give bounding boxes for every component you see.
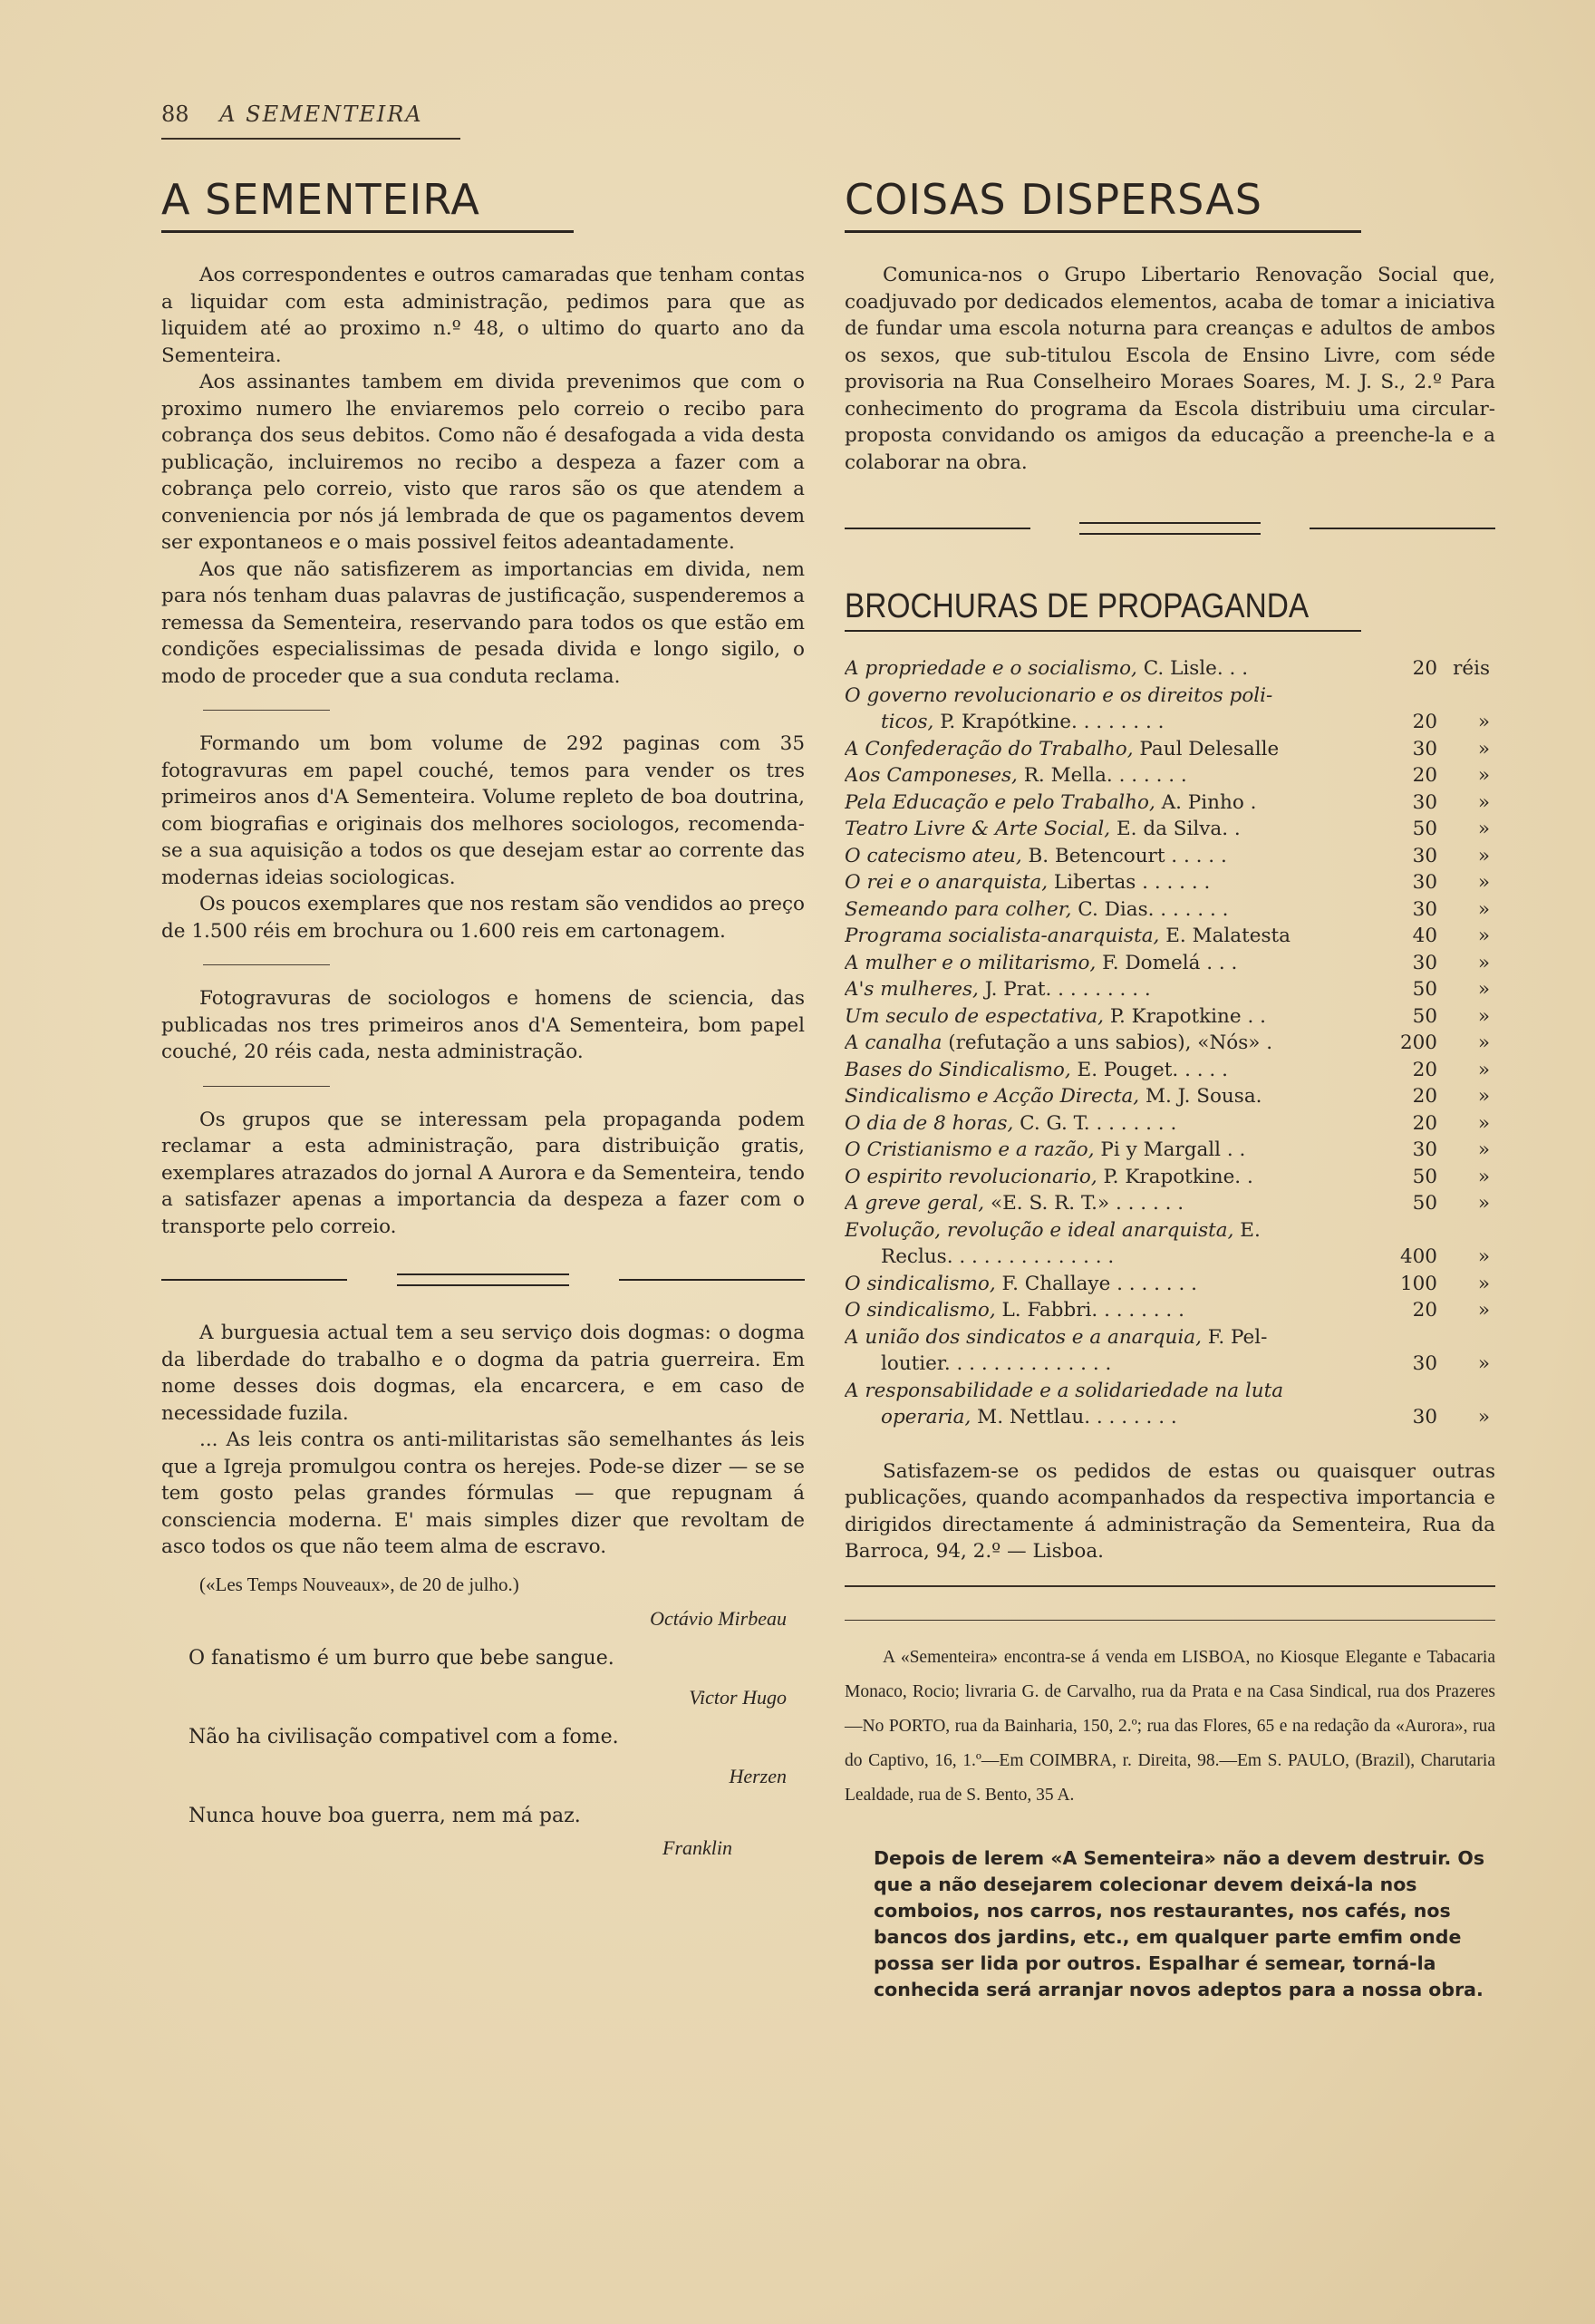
- brochura-price-unit: »: [1477, 818, 1490, 840]
- brochura-price: 20: [1412, 657, 1437, 680]
- section-heading-coisas-dispersas: COISAS DISPERSAS: [845, 175, 1262, 224]
- brochura-author: L. Fabbri. . . . . . . .: [995, 1299, 1184, 1322]
- brochura-price-unit: »: [1477, 871, 1490, 894]
- brochura-title: A greve geral,: [845, 1192, 985, 1215]
- brochura-title: O espirito revolucionario,: [845, 1165, 1097, 1188]
- brochura-price-unit: »: [1477, 737, 1490, 760]
- brochura-price-unit: »: [1477, 1299, 1490, 1322]
- brochura-item: [845, 736, 1381, 763]
- brochura-price: 400: [1399, 1245, 1437, 1268]
- brochura-author: «E. S. R. T.» . . . . . .: [984, 1192, 1184, 1215]
- brochura-row: [845, 762, 1495, 789]
- brochura-author: C. Dias. . . . . . .: [1071, 897, 1229, 921]
- brochura-title: O governo revolucionario e os direitos poli-: [845, 683, 1273, 707]
- brochura-row: [845, 1351, 1495, 1378]
- brochura-row: [845, 1057, 1495, 1084]
- right-column: [845, 172, 1495, 2003]
- brochura-price: 50: [1412, 1004, 1437, 1028]
- separator-rule: [203, 710, 330, 711]
- brochura-row: [845, 789, 1495, 817]
- separator-rule: [845, 1585, 1495, 1587]
- brochura-item: [845, 1324, 1381, 1351]
- brochura-author: Libertas . . . . . .: [1048, 871, 1211, 894]
- brochura-row: [845, 869, 1495, 896]
- brochura-title: operaria,: [881, 1406, 972, 1428]
- brochura-row: [845, 816, 1495, 843]
- brochura-price: 20: [1412, 711, 1437, 733]
- brochura-row: [845, 1244, 1495, 1271]
- brochura-title: Evolução, revolução e ideal anarquista,: [845, 1218, 1234, 1242]
- brochura-row: [845, 1271, 1495, 1298]
- brochura-price: 40: [1412, 925, 1437, 947]
- brochura-price: 20: [1412, 1299, 1437, 1322]
- author-signature: Herzen: [729, 1765, 787, 1787]
- brochura-title: O Cristianismo e a razão,: [845, 1138, 1095, 1161]
- brochura-item: [845, 762, 1381, 789]
- brochura-title: A's mulheres,: [845, 978, 979, 1001]
- brochura-title: Semeando para colher,: [845, 897, 1072, 921]
- brochura-author: B. Betencourt . . . . .: [1021, 844, 1227, 867]
- brochura-author: E. Malatesta: [1159, 925, 1290, 947]
- brochura-row: [845, 1030, 1495, 1057]
- brochura-price: 30: [1412, 1138, 1437, 1161]
- brochura-author: (refutação a uns sabios), «Nós» .: [942, 1031, 1273, 1054]
- brochura-title: O sindicalismo,: [845, 1272, 996, 1295]
- brochura-title: O catecismo ateu,: [845, 844, 1022, 867]
- author-signature: Victor Hugo: [689, 1686, 787, 1709]
- brochura-price-unit: »: [1477, 1192, 1490, 1215]
- page-number: 88: [161, 102, 189, 127]
- brochura-author: P. Krapótkine. . . . . . . .: [933, 711, 1165, 733]
- brochura-price-unit: »: [1477, 1111, 1490, 1135]
- brochura-price: 50: [1412, 1165, 1437, 1188]
- running-head-rule: [161, 138, 460, 140]
- brochura-price: 200: [1399, 1031, 1437, 1054]
- brochura-item: [845, 843, 1381, 870]
- brochura-row: [845, 683, 1495, 710]
- brochura-price: 30: [1412, 897, 1437, 921]
- brochura-author: Paul Delesalle: [1133, 737, 1280, 760]
- brochura-title: Teatro Livre & Arte Social,: [845, 818, 1111, 840]
- brochura-author: F. Pel-: [1201, 1325, 1268, 1349]
- brochura-item: [845, 1030, 1381, 1057]
- brochura-item: [845, 1378, 1381, 1405]
- brochuras-list: [845, 655, 1495, 1431]
- brochura-item: [845, 816, 1381, 843]
- paragraph: Os poucos exemplares que nos restam são vendidos ao preço de 1.500 réis em brochura ou 1.600 reis em cartonagem.: [161, 893, 805, 943]
- brochura-author: P. Krapotkine . .: [1104, 1004, 1266, 1028]
- brochura-title: Sindicalismo e Acção Directa,: [845, 1085, 1140, 1108]
- brochura-author: C. Lisle. . .: [1136, 657, 1249, 680]
- citation: («Les Temps Nouveaux», de 20 de julho.): [199, 1573, 519, 1595]
- triple-separator: [845, 519, 1495, 537]
- brochura-price: 50: [1412, 978, 1437, 1001]
- paragraph: Aos correspondentes e outros camaradas que tenham contas a liquidar com esta administração, pedimos para que as liquidem até ao proximo n.º 48, o ultimo do quarto ano da Sementeira.: [161, 264, 805, 367]
- brochura-price: 50: [1412, 1192, 1437, 1215]
- brochura-price-unit: »: [1477, 925, 1490, 947]
- brochura-row: [845, 1164, 1495, 1191]
- brochura-price-unit: »: [1477, 978, 1490, 1001]
- brochura-author: R. Mella. . . . . . .: [1017, 764, 1187, 787]
- brochura-author: Reclus. . . . . . . . . . . . . .: [881, 1245, 1115, 1268]
- brochura-item: [845, 1271, 1381, 1298]
- brochura-title: O rei e o anarquista,: [845, 871, 1049, 894]
- brochura-price: 30: [1412, 951, 1437, 974]
- brochura-item: [845, 1217, 1381, 1244]
- brochura-price: 30: [1412, 737, 1437, 760]
- brochura-item: [845, 1110, 1381, 1138]
- brochura-author: E.: [1233, 1218, 1261, 1242]
- sales-notice: A «Sementeira» encontra-se á venda em LISBOA, no Kiosque Elegante e Tabacaria Monaco, Rocio; livraria G. de Carvalho, rua da Prata e na Casa Sindical, rua dos Prazeres—No PORTO, rua da Bainharia, 150, 2.º; rua das Flores, 65 e na redação da «Aurora», rua do Captivo, 16, 1.º—Em COIMBRA, r. Direita, 98.—Em S. PAULO, (Brazil), Charutaria Lealdade, rua de S. Bento, 35 A.: [845, 1647, 1495, 1805]
- brochura-price: 30: [1412, 844, 1437, 867]
- brochura-row: [845, 843, 1495, 870]
- brochura-price: 50: [1412, 818, 1437, 840]
- brochura-author: E. Pouget. . . . .: [1070, 1058, 1228, 1081]
- brochura-title: A propriedade e o socialismo,: [845, 657, 1137, 680]
- paragraph: Formando um bom volume de 292 paginas com 35 fotogravuras em papel couché, temos para vender os tres primeiros anos d'A Sementeira. Volume repleto de boa doutrina, com biografias e originais dos melhores sociologos, recomenda-se a sua aquisição a todos os que desejam estar ao corrente das modernas ideias sociologicas.: [161, 732, 805, 889]
- brochura-price-unit: réis: [1453, 657, 1490, 680]
- quote: Nunca houve boa guerra, nem má paz.: [188, 1804, 581, 1827]
- paragraph: Aos assinantes tambem em divida prevenimos que com o proximo numero lhe enviaremos pelo correio o recibo para cobrança dos seus debitos. Como não é desafogada a vida desta publicação, incluiremos no recibo a despeza a fazer com a cobrança pelo correio, visto que raros são os que atendem a conveniencia por nós já lembrada de que os pagamentos devem ser expontaneos e o mais possivel feitos adeantadamente.: [161, 371, 805, 554]
- brochura-price: 100: [1399, 1272, 1437, 1295]
- brochura-item: [845, 1351, 1381, 1378]
- brochura-item: [845, 1164, 1381, 1191]
- brochura-price-unit: »: [1477, 764, 1490, 787]
- brochura-author: F. Challaye . . . . . . .: [995, 1272, 1197, 1295]
- left-column: [161, 172, 805, 1862]
- brochura-title: Pela Educação e pelo Trabalho,: [845, 790, 1155, 814]
- brochura-title: Programa socialista-anarquista,: [845, 925, 1160, 947]
- brochura-row: [845, 976, 1495, 1003]
- brochura-price-unit: »: [1477, 897, 1490, 921]
- brochura-row: [845, 1003, 1495, 1031]
- brochura-author: Pi y Margall . .: [1094, 1138, 1246, 1161]
- paragraph: ... As leis contra os anti-militaristas são semelhantes ás leis que a Igreja promulgou contra os herejes. Pode-se dizer — se se tem gosto pelas grandes fórmulas — que repugnam á consciencia moderna. E' mais simples dizer que revoltam de asco todos os que não teem alma de escravo.: [161, 1428, 805, 1558]
- brochura-price: 30: [1412, 1352, 1437, 1375]
- paragraph: Comunica-nos o Grupo Libertario Renovação Social que, coadjuvado por dedicados elementos, acaba de tomar a iniciativa de fundar uma escola noturna para creanças e adultos de ambos os sexos, que sub-titulou Escola de Ensino Livre, com séde provisoria na Rua Conselheiro Moraes Soares, M. J. S., 2.º Para conhecimento do programa da Escola distribuiu uma circular-proposta convidando os amigos da educação a preenche-la e a colaborar na obra.: [845, 264, 1495, 474]
- brochuras-heading-rule: [845, 630, 1361, 632]
- brochura-row: [845, 736, 1495, 763]
- brochura-row: [845, 1110, 1495, 1138]
- brochura-item: [845, 1083, 1381, 1110]
- brochura-price: 20: [1412, 764, 1437, 787]
- brochura-price-unit: »: [1477, 1352, 1490, 1375]
- brochura-price: 20: [1412, 1085, 1437, 1108]
- brochura-title: Aos Camponeses,: [845, 764, 1018, 787]
- brochura-price-unit: »: [1477, 1085, 1490, 1108]
- brochura-row: [845, 950, 1495, 977]
- brochura-author: P. Krapotkine. .: [1097, 1165, 1253, 1188]
- brochura-row: [845, 1137, 1495, 1164]
- brochura-item: [845, 923, 1381, 950]
- brochura-item: [845, 683, 1381, 710]
- brochura-title: A união dos sindicatos e a anarquia,: [845, 1325, 1202, 1349]
- section-heading-sementeira: A SEMENTEIRA: [161, 175, 480, 224]
- brochura-price: 20: [1412, 1058, 1437, 1081]
- paragraph: Satisfazem-se os pedidos de estas ou quaisquer outras publicações, quando acompanhados da respectiva importancia e dirigidos directamente á administração da Sementeira, Rua da Barroca, 94, 2.º — Lisboa.: [845, 1459, 1495, 1563]
- author-signature: Octávio Mirbeau: [650, 1607, 787, 1630]
- brochura-title: Um seculo de espectativa,: [845, 1004, 1105, 1028]
- brochura-author: E. da Silva. .: [1110, 818, 1241, 840]
- brochura-item: [845, 869, 1381, 896]
- brochura-title: Bases do Sindicalismo,: [845, 1058, 1071, 1081]
- brochura-item: [845, 1003, 1381, 1031]
- closing-appeal: Depois de lerem «A Sementeira» não a devem destruir. Os que a não desejarem colecionar devem deixá-la nos comboios, nos carros, nos restaurantes, nos cafés, nos bancos dos jardins, etc., em qualquer parte emfim onde possa ser lida por outros. Espalhar é semear, torná-la conhecida será arranjar novos adeptos para a nossa obra.: [874, 1846, 1485, 2000]
- brochura-row: [845, 1324, 1495, 1351]
- brochura-title: O dia de 8 horas,: [845, 1111, 1014, 1135]
- brochura-price-unit: »: [1477, 1004, 1490, 1028]
- brochura-row: [845, 709, 1495, 736]
- running-title: A SEMENTEIRA: [219, 102, 423, 127]
- brochura-title: A responsabilidade e a solidariedade na luta: [845, 1379, 1284, 1402]
- brochura-item: [845, 1404, 1381, 1431]
- brochura-row: [845, 1083, 1495, 1110]
- brochura-price: 20: [1412, 1111, 1437, 1135]
- brochura-price-unit: »: [1477, 844, 1490, 867]
- brochura-row: [845, 896, 1495, 924]
- brochura-price-unit: »: [1477, 711, 1490, 733]
- separator-rule: [845, 1620, 1495, 1621]
- running-head: [161, 102, 423, 127]
- brochura-row: [845, 1297, 1495, 1324]
- brochura-title: A canalha: [845, 1031, 942, 1054]
- brochura-price-unit: »: [1477, 1272, 1490, 1295]
- brochura-item: [845, 1137, 1381, 1164]
- brochuras-heading: BROCHURAS DE PROPAGANDA: [845, 587, 1310, 625]
- brochura-title: A Confederação do Trabalho,: [845, 737, 1134, 760]
- quote: O fanatismo é um burro que bebe sangue.: [188, 1646, 614, 1670]
- brochura-item: [845, 1297, 1381, 1324]
- separator-rule: [203, 1086, 330, 1087]
- brochura-price-unit: »: [1477, 1058, 1490, 1081]
- brochura-item: [845, 1057, 1381, 1084]
- brochura-author: C. G. T. . . . . . . .: [1013, 1111, 1177, 1135]
- paragraph: Fotogravuras de sociologos e homens de sciencia, das publicadas nos tres primeiros anos d'A Sementeira, bom papel couché, 20 réis cada, nesta administração.: [161, 987, 805, 1063]
- brochura-row: [845, 1404, 1495, 1431]
- brochura-row: [845, 1190, 1495, 1217]
- quote: Não ha civilisação compativel com a fome.: [188, 1725, 619, 1748]
- brochura-price: 30: [1412, 1406, 1437, 1428]
- brochura-item: [845, 896, 1381, 924]
- brochura-price-unit: »: [1477, 790, 1490, 814]
- brochura-item: [845, 950, 1381, 977]
- brochura-price-unit: »: [1477, 1138, 1490, 1161]
- brochura-author: F. Domelá . . .: [1096, 951, 1238, 974]
- brochura-author: J. Prat. . . . . . . . .: [978, 978, 1151, 1001]
- brochura-item: [845, 976, 1381, 1003]
- paragraph: Aos que não satisfizerem as importancias em divida, nem para nós tenham duas palavras de justificação, suspenderemos a remessa da Sementeira, reservando para todos os que estão em condições especialissimas de pesada divida e longo sigilo, o modo de proceder que a sua conduta reclama.: [161, 557, 805, 688]
- brochura-item: [845, 709, 1381, 736]
- brochura-author: M. J. Sousa.: [1139, 1085, 1262, 1108]
- brochura-title: ticos,: [881, 711, 934, 733]
- brochura-item: [845, 789, 1381, 817]
- brochura-author: loutier. . . . . . . . . . . . . .: [881, 1352, 1112, 1375]
- author-signature: Franklin: [662, 1836, 732, 1859]
- brochura-price-unit: »: [1477, 1245, 1490, 1268]
- brochura-item: [845, 1190, 1381, 1217]
- brochura-title: O sindicalismo,: [845, 1299, 996, 1322]
- paragraph: Os grupos que se interessam pela propaganda podem reclamar a esta administração, para distribuição gratis, exemplares atrazados do jornal A Aurora e da Sementeira, tendo a satisfazer apenas a importancia da despeza a fazer com o transporte pelo correio.: [161, 1108, 805, 1238]
- brochura-author: A. Pinho .: [1155, 790, 1257, 814]
- brochura-title: A mulher e o militarismo,: [845, 951, 1097, 974]
- brochura-row: [845, 655, 1495, 683]
- brochura-author: M. Nettlau. . . . . . . .: [971, 1406, 1177, 1428]
- triple-separator: [161, 1271, 805, 1289]
- brochura-item: [845, 1244, 1381, 1271]
- brochura-item: [845, 655, 1381, 683]
- brochura-price: 30: [1412, 790, 1437, 814]
- section-heading-rule: [161, 230, 574, 233]
- paragraph: A burguesia actual tem a seu serviço dois dogmas: o dogma da liberdade do trabalho e o dogma da patria guerreira. Em nome desses dois dogmas, ela encarcera, e em caso de necessidade fuzila.: [161, 1322, 805, 1425]
- brochura-row: [845, 1217, 1495, 1244]
- brochura-price-unit: »: [1477, 1165, 1490, 1188]
- brochura-price: 30: [1412, 871, 1437, 894]
- brochura-price-unit: »: [1477, 1031, 1490, 1054]
- brochura-price-unit: »: [1477, 951, 1490, 974]
- section-heading-rule: [845, 230, 1361, 233]
- brochura-row: [845, 1378, 1495, 1405]
- brochura-row: [845, 923, 1495, 950]
- separator-rule: [203, 964, 330, 965]
- brochura-price-unit: »: [1477, 1406, 1490, 1428]
